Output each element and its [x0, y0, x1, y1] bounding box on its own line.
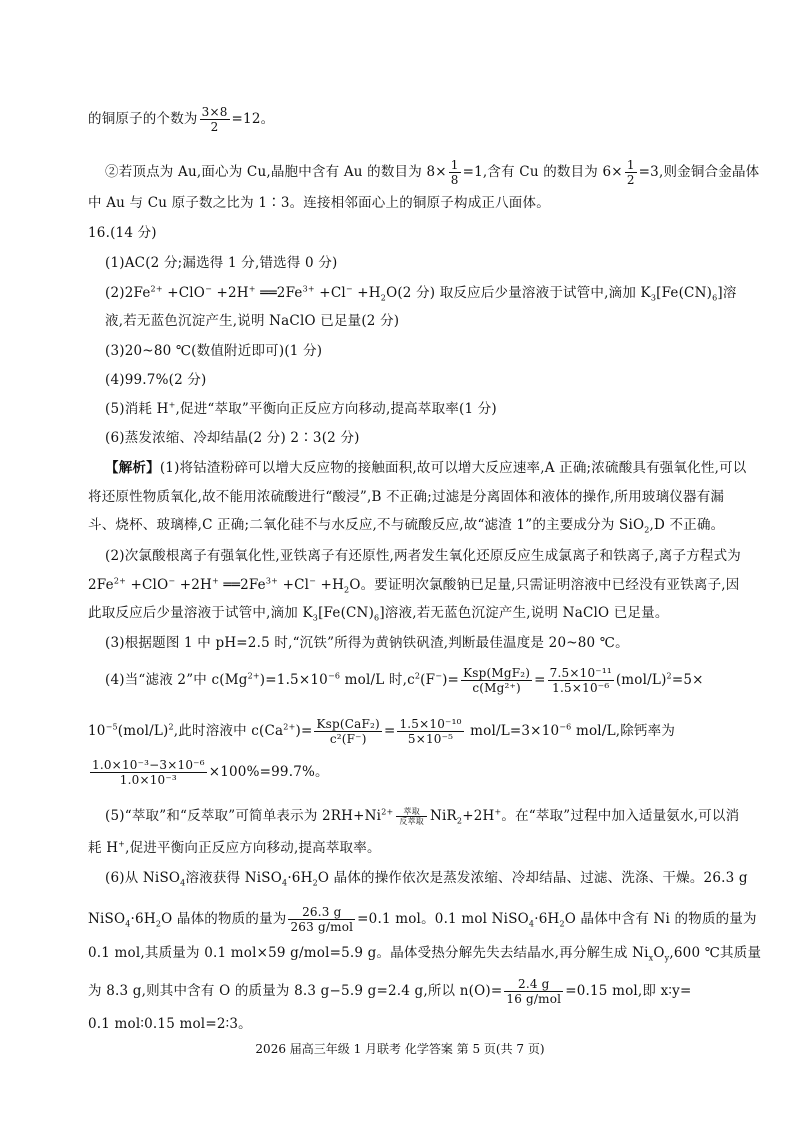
analysis-line: 为 8.3 g,则其中含有 O 的质量为 8.3 g−5.9 g=2.4 g,所以 n(O)= $\frac{2.4 g}{\text{16 g/mol}}$ =0.15 mol,即 x∶y= [88, 977, 692, 1006]
analysis-line: (4)当“滤液 2”中 $c(Mg^{2+})=1.5\times 10^{-6}$ mol/L 时$,c^2(F^-)=$ $\frac{\text{Ksp(MgF₂)}}{\text{c(Mg²⁺)}}$ = $\frac{\text{7.5×10⁻¹¹}}{\text{1.5×10⁻⁶}}$ $(mol/L)^2=5\times$ [105, 666, 704, 695]
analysis-line: $NiSO_4\cdot 6H_2O$ 晶体的物质的量为 $\frac{26.3 g}{\text{263 g/mol}}$ =0.1 mol。0.1 mol $NiSO_4\cdot 6H_2O$ 晶体中含有 Ni 的物质的量为 [88, 905, 757, 934]
page-footer: 2026 届高三年级 1 月联考 化学答案 第 5 页(共 7 页) [255, 1042, 545, 1056]
answer-3: (3)20~80 ℃(数值附近即可)(1 分) [105, 343, 323, 359]
analysis-line: (6)从 NiSO$_4$溶液获得 $NiSO_4\cdot 6H_2O$ 晶体的操作依次是蒸发浓缩、冷却结晶、过滤、洗涤、干燥。26.3 g [105, 870, 748, 888]
analysis-line: 斗、烧杯、玻璃棒,C 正确;二氧化硅不与水反应,不与硫酸反应,故“滤渣 1”的主要成分为 SiO$_2$,D 不正确。 [88, 517, 725, 535]
answer-5: (5)消耗 H+,促进“萃取”平衡向正反应方向移动,提高萃取率(1 分) [105, 400, 497, 417]
analysis-line: $\frac{\text{1.0×10⁻³−3×10⁻⁶}}{\text{1.0×10⁻³}}$ ×100%=99.7%。 [92, 758, 329, 787]
fraction: $\frac{3\times 8}{2}$ [201, 105, 228, 134]
answer-2-continued: 液,若无蓝色沉淀产生,说明 NaClO 已足量(2 分) [105, 313, 400, 329]
reversible-arrow: 萃取 反萃取 [396, 807, 427, 826]
analysis-line: (3)根据题图 1 中 pH=2.5 时,“沉铁”所得为黄钠铁矾渣,判断最佳温度是 20~80 ℃。 [105, 635, 629, 651]
analysis-line: 耗 H+,促进平衡向正反应方向移动,提高萃取率。 [88, 839, 381, 856]
analysis-line: 0.1 mol,其质量为 0.1 mol×59 g/mol=5.9 g。晶体受热分解先失去结晶水,再分解生成 $Ni_xO_y,600$ ℃其质量 [88, 945, 762, 963]
analysis-line: 此取反应后少量溶液于试管中,滴加 $K_3[Fe(CN)_6]$溶液,若无蓝色沉淀产生,说明 NaClO 已足量。 [88, 605, 669, 623]
analysis-line: (2)次氯酸根离子有强氧化性,亚铁离子有还原性,两者发生氧化还原反应生成氯离子和铁离子,离子方程式为 [105, 548, 741, 564]
answer-4: (4)99.7%(2 分) [105, 372, 207, 388]
analysis-tag: 【解析】 [105, 460, 160, 476]
answer-1: (1)AC(2 分;漏选得 1 分,错选得 0 分) [105, 255, 338, 271]
analysis-line: $2Fe^{2+} +ClO^- +2H^+$ $══2Fe^{3+} +Cl^- +H_2O$。要证明次氯酸钠已足量,只需证明溶液中已经没有亚铁离子,因 [88, 576, 740, 595]
analysis-line: (5)“萃取”和“反萃取”可简单表示为 $2RH+Ni^{2+}$ 萃取 反萃取 NiR$_2$+2H+。在“萃取”过程中加入适量氨水,可以消 [105, 807, 740, 826]
analysis-line: $10^{-5}(mol/L)^2$,此时溶液中 $c(Ca^{2+})=$ $\frac{\text{Ksp(CaF₂)}}{\text{c²(F⁻)}}$ = $\frac{\text{1.5×10⁻¹⁰}}{\text{5×10⁻⁵}}$ mol/$L=3\times 10^{-6}$ mol/L,除钙率为 [88, 717, 676, 746]
question-number: 16.(14 分) [88, 225, 157, 241]
answer-6: (6)蒸发浓缩、冷却结晶(2 分) 2∶3(2 分) [105, 430, 360, 446]
text-line: 中 Au 与 Cu 原子数之比为 1∶3。连接相邻面心上的铜原子构成正八面体。 [88, 195, 550, 211]
analysis-line: 将还原性物质氧化,故不能用浓硫酸进行“酸浸”,B 不正确;过滤是分离固体和液体的操作,所用玻璃仪器有漏 [88, 489, 725, 505]
analysis-line: 0.1 mol∶0.15 mol=2∶3。 [88, 1016, 252, 1032]
answer-2: $(2)2Fe^{2+} +ClO^- +2H^+$ $══2Fe^{3+} +Cl^- +H_2O(2$ 分) 取反应后少量溶液于试管中,滴加 $K_3[Fe(CN)_6]$溶 [105, 284, 737, 303]
text-line: ②若顶点为 Au,面心为 Cu,晶胞中含有 Au 的数目为 8× $\frac{1}{8}$ =1,含有 Cu 的数目为 6× $\frac{1}{2}$ =3,则金铜合金晶体 [105, 158, 760, 187]
text-line: 的铜原子的个数为 $\frac{3\times 8}{2}$ =12。 [88, 105, 275, 134]
analysis-line: 【解析】(1)将钴渣粉碎可以增大反应物的接触面积,故可以增大反应速率,A 正确;浓硫酸具有强氧化性,可以 [105, 460, 747, 476]
